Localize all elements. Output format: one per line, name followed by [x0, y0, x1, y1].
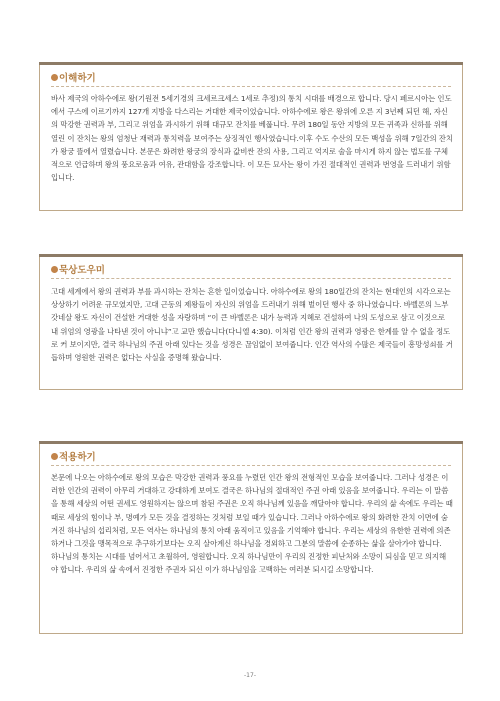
body-paragraph: 고대 세계에서 왕의 권력과 부를 과시하는 잔치는 흔한 일이었습니다. 아하수에로 왕의 180일간의 잔치는 현대인의 시각으로는 상상하기 어려운 규모였지만, 고대 근동의 제왕들이 자신의 위엄을 드러내기 위해 벌이던 행사 중 하나였습니다. 바벨론의 느부갓네살 왕도 자신이 건설한 거대한 성을 자랑하며 “이 큰 바벨론은 내가 능력과 지혜로 건설하여 나의 도성으로 삼고 이것으로 내 위엄의 영광을 나타낸 것이 아니냐”고 교만 했습니다(다니엘 4:30). 이처럼 인간 왕의 권력과 영광은 한계를 알 수 없을 정도로 커 보이지만, 결국 하나님의 주권 아래 있다는 것을 성경은 끊임없이 보여줍니다. 인간 역사의 수많은 제국들이 흥망성쇠를 거듭하며 영원한 권력은 없다는 사실을 증명해 왔습니다.: [51, 287, 453, 363]
section-header: [40, 441, 462, 465]
section-title: [51, 449, 96, 463]
body-paragraph: 본문에 나오는 아하수에로 왕의 모습은 막강한 권력과 풍요를 누렸던 인간 왕의 전형적인 모습을 보여줍니다. 그러나 성경은 이러한 인간의 권력이 아무리 거대하고 강대하게 보여도 결국은 하나님의 절대적인 주권 아래 있음을 보여줍니다. 우리는 이 말씀을 통해 세상의 어떤 권세도 영원하지는 않으며 참된 주권은 오직 하나님께 있음을 깨달아야 합니다. 우리의 삶 속에도 우리는 때때로 세상의 힘이나 부, 명예가 모든 것을 결정하는 것처럼 보일 때가 있습니다. 그러나 아하수에로 왕의 화려한 잔치 이면에 숨겨진 하나님의 섭리처럼, 모든 역사는 하나님의 통치 아래 움직이고 있음을 기억해야 합니다. 우리는 세상의 유한한 권력에 의존하거나 그것을 맹목적으로 추구하기보다는 오직 살아계신 하나님을 경외하고 그분의 말씀에 순종하는 삶을 살아가야 합니다.: [51, 473, 453, 549]
page-number: -17-: [244, 672, 256, 679]
section-title: [51, 262, 105, 276]
bullet-dot-icon: [51, 266, 58, 273]
section-title-text: 이해하기: [59, 73, 96, 84]
body-paragraph: 바사 제국의 아하수에로 왕(기원전 5세기경의 크세르크세스 1세로 추정)의 통치 시대를 배경으로 합니다. 당시 페르시아는 인도에서 구스에 이르기까지 127개 지방을 다스리는 거대한 제국이었습니다. 아하수에로 왕은 왕위에 오른 지 3년째 되던 해, 자신의 막강한 권력과 부, 그리고 위엄을 과시하기 위해 대규모 잔치를 베풉니다. 무려 180일 동안 지방의 모든 귀족과 신하를 위해 열린 이 잔치는 왕의 엄청난 재력과 통치력을 보여주는 상징적인 행사였습니다.이후 수도 수산의 모든 백성을 위해 7일간의 잔치가 왕궁 뜰에서 열렸습니다. 본문은 화려한 왕궁의 장식과 값비싼 잔의 사용, 그리고 억지로 술을 마시게 하지 않는 법도를 구체적으로 언급하며 왕의 풍요로움과 여유, 관대함을 강조합니다. 이 모든 묘사는 왕이 가진 절대적인 권력과 번영을 드러내기 위함입니다.: [51, 94, 453, 183]
bullet-dot-icon: [51, 453, 58, 460]
section-title: [51, 70, 96, 84]
body-paragraph: 하나님의 통치는 시대를 넘어서고 초월하여, 영원합니다. 오직 하나님만이 우리의 진정한 피난처와 소망이 되심을 믿고 의지해야 합니다. 우리의 삶 속에서 진정한 주권자 되신 이가 하나님임을 고백하는 여러분 되시길 소망합니다.: [51, 552, 447, 575]
bullet-dot-icon: [51, 74, 58, 81]
section-body: [51, 471, 453, 577]
section-divider: [51, 465, 451, 466]
section-divider: [51, 278, 451, 279]
section-application: [39, 441, 463, 634]
section-title-text: 묵상도우미: [59, 265, 105, 276]
section-title-text: 적용하기: [59, 452, 96, 463]
section-understanding: [39, 62, 463, 211]
section-body: [51, 285, 453, 364]
section-header: [40, 62, 462, 86]
section-meditation-helper: [39, 254, 463, 390]
section-body: [51, 92, 453, 184]
section-divider: [51, 86, 451, 87]
section-header: [40, 254, 462, 278]
